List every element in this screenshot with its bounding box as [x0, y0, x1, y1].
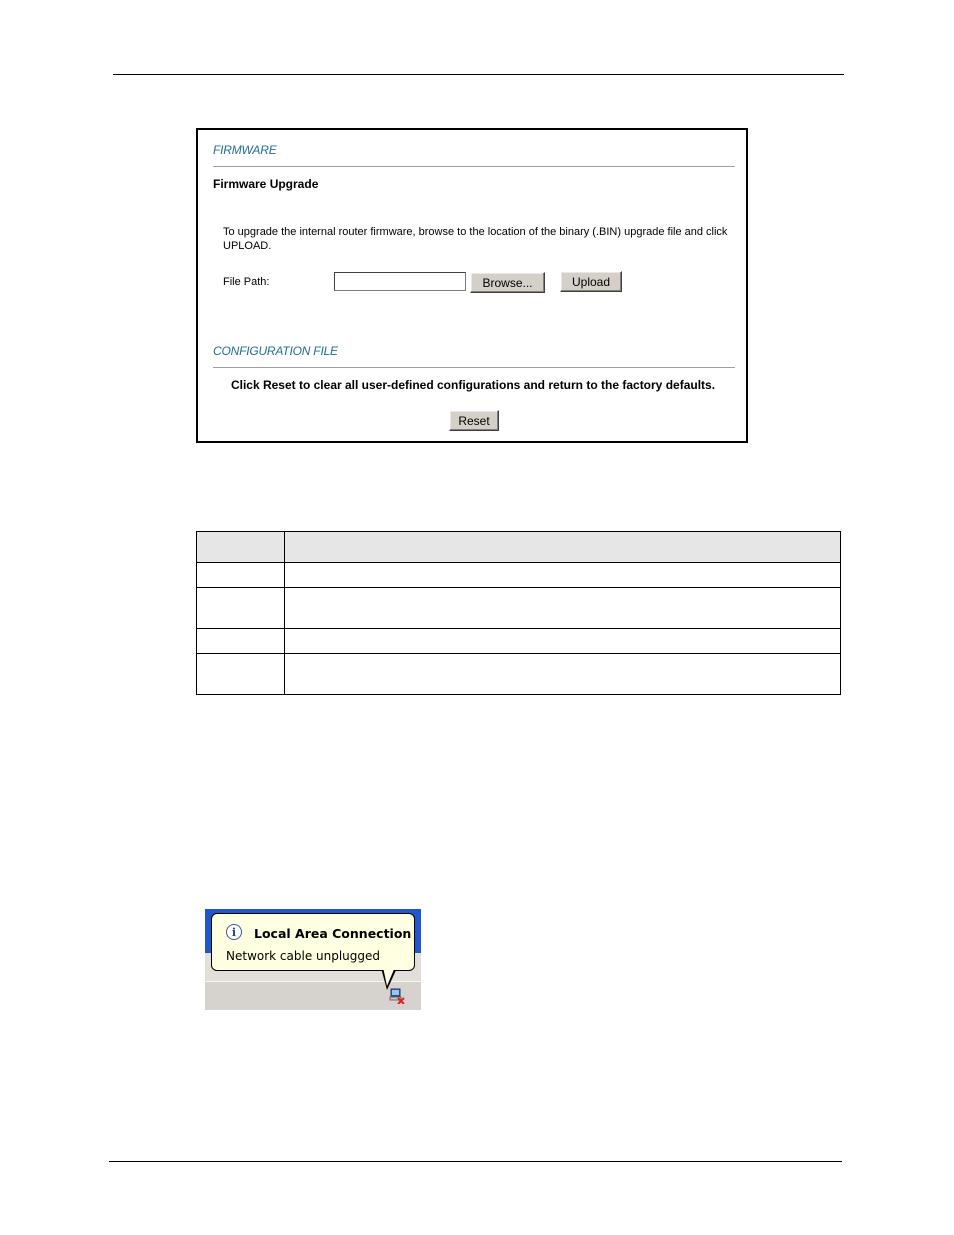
firmware-divider	[213, 166, 735, 167]
upload-button[interactable]: Upload	[560, 271, 622, 292]
info-icon: i	[226, 924, 242, 940]
reset-button[interactable]: Reset	[449, 410, 499, 431]
notification-title: Local Area Connection	[254, 926, 412, 941]
table-row	[197, 654, 841, 695]
table-cell	[197, 654, 285, 695]
firmware-panel	[196, 128, 748, 443]
configuration-divider	[213, 367, 735, 368]
table-cell	[285, 588, 841, 629]
table-row	[197, 588, 841, 629]
table-cell	[197, 563, 285, 588]
page-footer-rule	[109, 1161, 842, 1162]
firmware-section-title: FIRMWARE	[213, 143, 277, 157]
network-disconnected-icon[interactable]	[389, 988, 405, 1004]
file-path-label: File Path:	[223, 276, 270, 288]
notification-message: Network cable unplugged	[226, 949, 381, 963]
table-header-cell	[197, 532, 285, 563]
table-row	[197, 563, 841, 588]
browse-button[interactable]: Browse...	[470, 272, 545, 293]
table-cell	[197, 629, 285, 654]
taskbar-notification-screenshot	[205, 909, 421, 1010]
table-cell	[285, 629, 841, 654]
configuration-section-title: CONFIGURATION FILE	[213, 344, 338, 358]
configuration-description: Click Reset to clear all user-defined configurations and return to the factory defaults.	[230, 378, 716, 392]
firmware-description: To upgrade the internal router firmware, browse to the location of the binary (.BIN) upgrade file and click UPLOAD.	[223, 226, 728, 252]
firmware-upgrade-subtitle: Firmware Upgrade	[213, 177, 319, 191]
notification-balloon[interactable]	[211, 913, 415, 971]
table-row	[197, 629, 841, 654]
table-cell	[285, 654, 841, 695]
table-cell	[285, 563, 841, 588]
table-header-row	[197, 532, 841, 563]
field-description-table	[196, 531, 841, 695]
table-cell	[197, 588, 285, 629]
balloon-tail-fill	[383, 967, 395, 986]
page-header-rule	[113, 74, 844, 75]
table-header-cell	[285, 532, 841, 563]
file-path-input[interactable]	[334, 272, 466, 291]
